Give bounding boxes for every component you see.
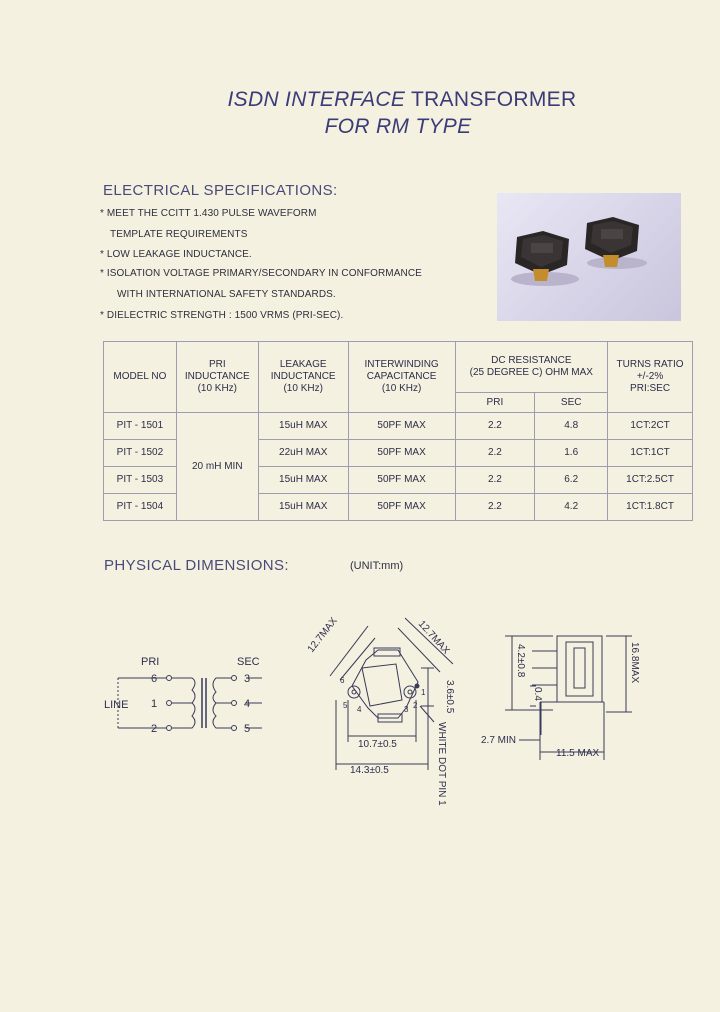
- top-pin-2: 2: [413, 701, 418, 710]
- side-dim-pin: 0.4: [532, 687, 543, 701]
- spec-line: WITH INTERNATIONAL SAFETY STANDARDS.: [117, 289, 336, 300]
- header-dc-resistance: DC RESISTANCE (25 DEGREE C) OHM MAX: [455, 342, 608, 393]
- header-dcr-sec: SEC: [535, 393, 608, 413]
- model-cell: PIT - 1503: [104, 467, 177, 494]
- capacitance-cell: 50PF MAX: [348, 467, 455, 494]
- schematic-sec-label: SEC: [237, 656, 260, 668]
- dcr-sec-cell: 4.8: [535, 413, 608, 440]
- pri-inductance-cell: 20 mH MIN: [176, 413, 258, 521]
- dcr-pri-cell: 2.2: [455, 440, 535, 467]
- schematic-line-label: LINE: [104, 699, 129, 711]
- model-cell: PIT - 1501: [104, 413, 177, 440]
- turns-cell: 1CT:2.5CT: [608, 467, 693, 494]
- side-dim-height: 16.8MAX: [629, 642, 640, 684]
- leakage-cell: 15uH MAX: [258, 467, 348, 494]
- header-capacitance: INTERWINDING CAPACITANCE (10 KHz): [348, 342, 455, 413]
- schematic-pin-2: 2: [151, 723, 158, 735]
- top-pin-3: 3: [404, 705, 409, 714]
- schematic-pin-4: 4: [244, 698, 251, 710]
- top-dim-pitch: 3.6±0.5: [444, 680, 455, 714]
- leakage-cell: 22uH MAX: [258, 440, 348, 467]
- spec-line: * LOW LEAKAGE INDUCTANCE.: [100, 249, 252, 260]
- leakage-cell: 15uH MAX: [258, 413, 348, 440]
- dcr-sec-cell: 6.2: [535, 467, 608, 494]
- leakage-cell: 15uH MAX: [258, 494, 348, 521]
- dcr-sec-cell: 4.2: [535, 494, 608, 521]
- title-italic-part: ISDN INTERFACE: [227, 88, 406, 111]
- capacitance-cell: 50PF MAX: [348, 440, 455, 467]
- turns-cell: 1CT:1.8CT: [608, 494, 693, 521]
- side-dim-pin-top: 4.2±0.8: [515, 644, 526, 678]
- top-dim-outer: 14.3±0.5: [350, 765, 389, 776]
- capacitance-cell: 50PF MAX: [348, 413, 455, 440]
- side-dim-base: 2.7 MIN: [481, 735, 517, 746]
- dcr-pri-cell: 2.2: [455, 413, 535, 440]
- title-rest-part: TRANSFORMER: [410, 88, 577, 111]
- capacitance-cell: 50PF MAX: [348, 494, 455, 521]
- model-cell: PIT - 1504: [104, 494, 177, 521]
- top-pin-4: 4: [357, 705, 362, 714]
- schematic-diagram: [118, 676, 262, 731]
- model-cell: PIT - 1502: [104, 440, 177, 467]
- spec-line: * MEET THE CCITT 1.430 PULSE WAVEFORM: [100, 208, 317, 219]
- schematic-pri-label: PRI: [141, 656, 160, 668]
- top-dim-inner: 10.7±0.5: [358, 739, 397, 750]
- turns-cell: 1CT:1CT: [608, 440, 693, 467]
- spec-line: * ISOLATION VOLTAGE PRIMARY/SECONDARY IN CONFORMANCE: [100, 268, 422, 279]
- header-turns-ratio: TURNS RATIO +/-2% PRI:SEC: [608, 342, 693, 413]
- physical-dimensions-heading: PHYSICAL DIMENSIONS:: [104, 557, 289, 574]
- header-model: MODEL NO: [104, 342, 177, 413]
- turns-cell: 1CT:2CT: [608, 413, 693, 440]
- dcr-sec-cell: 1.6: [535, 440, 608, 467]
- top-dim-b: 12.7MAX: [415, 618, 452, 657]
- header-leakage: LEAKAGE INDUCTANCE (10 KHz): [258, 342, 348, 413]
- top-pin-6: 6: [340, 676, 345, 685]
- top-dim-a: 12.7MAX: [305, 615, 340, 655]
- top-pin-1: 1: [421, 688, 426, 697]
- spec-line: * DIELECTRIC STRENGTH : 1500 VRMS (PRI-SEC).: [100, 310, 344, 321]
- dcr-pri-cell: 2.2: [455, 494, 535, 521]
- schematic-pin-1: 1: [151, 698, 158, 710]
- page-subtitle: FOR RM TYPE: [324, 115, 472, 138]
- dcr-pri-cell: 2.2: [455, 467, 535, 494]
- schematic-pin-6: 6: [151, 673, 158, 685]
- electrical-specifications-heading: ELECTRICAL SPECIFICATIONS:: [103, 182, 338, 199]
- header-pri-inductance: PRI INDUCTANCE (10 KHz): [176, 342, 258, 413]
- schematic-pin-5: 5: [244, 723, 251, 735]
- top-pin-5: 5: [343, 701, 348, 710]
- schematic-pin-3: 3: [244, 673, 251, 685]
- white-dot-pin-note: WHITE DOT PIN 1: [436, 722, 447, 806]
- spec-line: TEMPLATE REQUIREMENTS: [110, 229, 248, 240]
- side-dim-width: 11.5 MAX: [556, 748, 600, 759]
- header-dcr-pri: PRI: [455, 393, 535, 413]
- unit-note: (UNIT:mm): [350, 560, 404, 572]
